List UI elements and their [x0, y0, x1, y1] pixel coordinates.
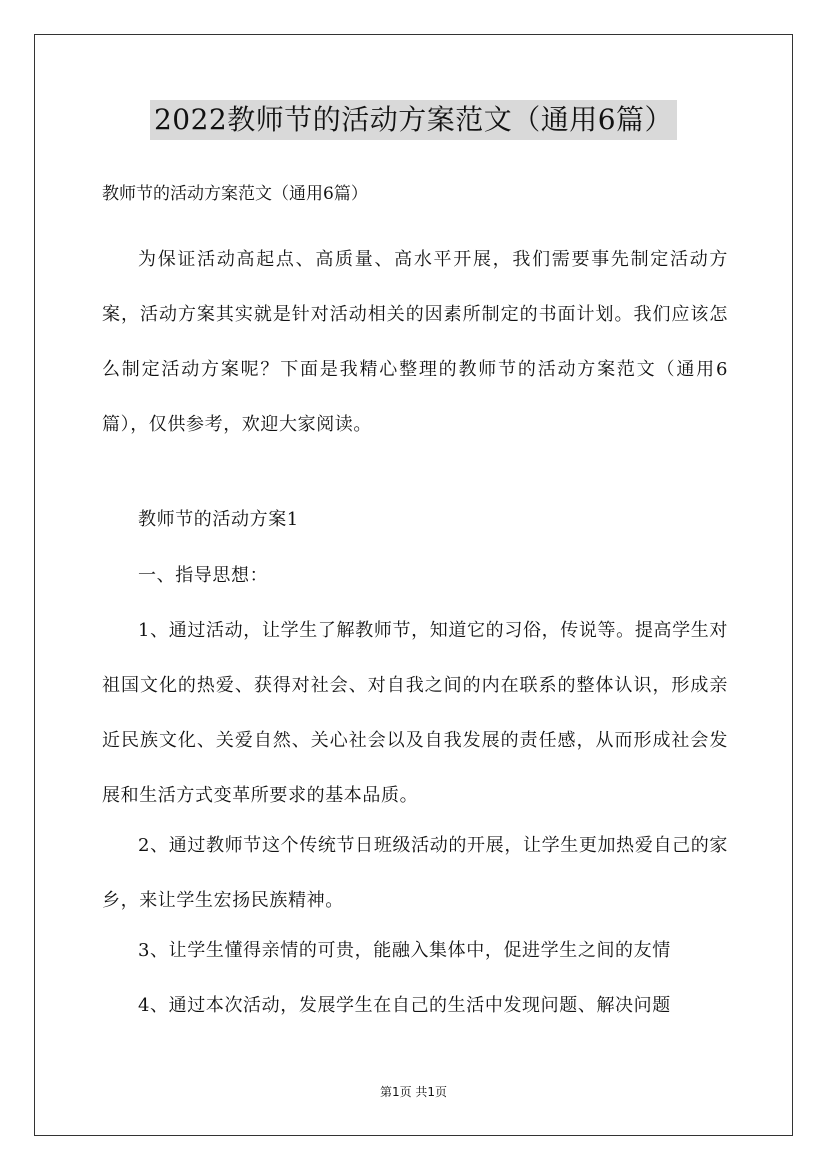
page-footer: 第1页 共1页: [379, 1085, 448, 1099]
list-item: 4、通过本次活动，发展学生在自己的生活中发现问题、解决问题: [138, 995, 671, 1016]
list-item: 1、通过活动，让学生了解教师节，知道它的习俗，传说等。提高学生对祖国文化的热爱、获得对社会、对自我之间的内在联系的整体认识，形成亲近民族文化、关爱自然、关心社会以及自我发展的责任感，从而形成社会发展和生活方式变革所要求的基本品质。: [102, 620, 728, 806]
title-container: [0, 100, 827, 140]
section-heading: 教师节的活动方案1: [138, 509, 299, 530]
document-subtitle: 教师节的活动方案范文（通用6篇）: [102, 184, 368, 204]
guiding-heading: 一、指导思想：: [138, 565, 269, 586]
document-title: 2022教师节的活动方案范文（通用6篇）: [150, 100, 677, 140]
intro-paragraph: 为保证活动高起点、高质量、高水平开展，我们需要事先制定活动方案，活动方案其实就是针对活动相关的因素所制定的书面计划。我们应该怎么制定活动方案呢？下面是我精心整理的教师节的活动方案范文（通用6篇），仅供参考，欢迎大家阅读。: [102, 249, 728, 435]
list-item: 2、通过教师节这个传统节日班级活动的开展，让学生更加热爱自己的家乡，来让学生宏扬民族精神。: [102, 835, 728, 911]
list-item: 3、让学生懂得亲情的可贵，能融入集体中，促进学生之间的友情: [138, 940, 671, 961]
